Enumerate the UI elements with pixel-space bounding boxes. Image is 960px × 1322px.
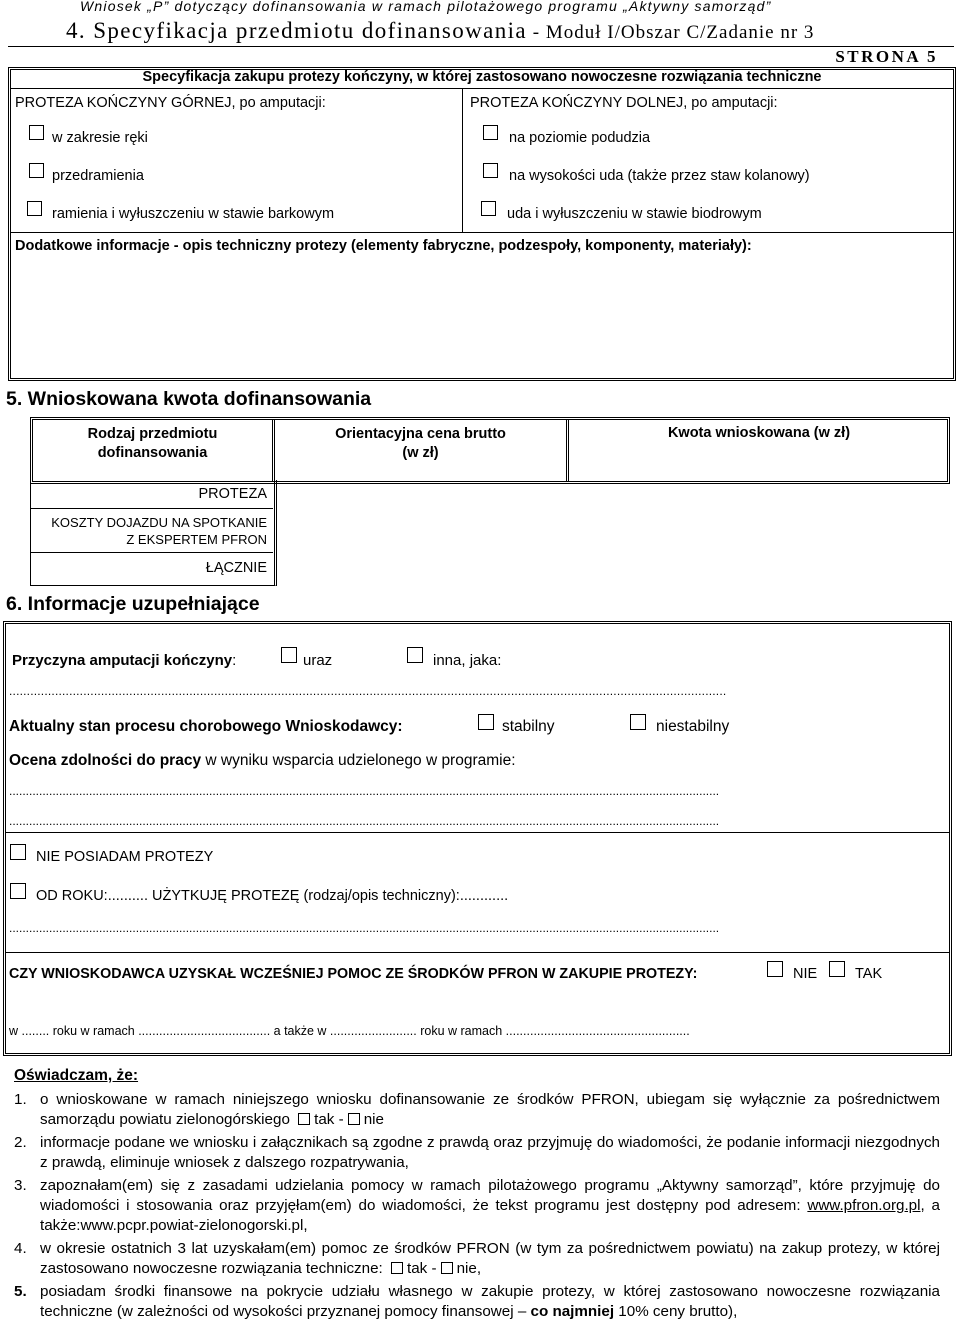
row-travel-costs-label: KOSZTY DOJAZDU NA SPOTKANIE Z EKSPERTEM PFRON bbox=[51, 515, 267, 547]
checkbox-forearm[interactable] bbox=[29, 163, 44, 178]
row-rule-2 bbox=[30, 552, 273, 553]
checkbox-prior-help-no[interactable] bbox=[767, 961, 783, 977]
declaration-item-1: 1. o wnioskowane w ramach niniejszego wniosku dofinansowanie ze środków PFRON, ubiegam się wyłącznie za pośrednictwem samorządu powiatu zielonogórskiego tak - nie bbox=[14, 1091, 940, 1128]
cause-injury-label: uraz bbox=[303, 652, 333, 669]
option-shoulder-label: ramienia i wyłuszczeniu w stawie barkowym bbox=[52, 206, 335, 222]
col-header-type: Rodzaj przedmiotu dofinansowania bbox=[87, 426, 218, 461]
uses-prosthesis-dots[interactable]: ..................................................................................................................................................................................................................... bbox=[9, 921, 720, 935]
option-lower-leg-label: na poziomie podudzia bbox=[509, 130, 651, 146]
declaration-item-5: 5. posiadam środki finansowe na pokrycie udziału własnego w zakupie protezy, w której zastosowano nowoczesne rozwiązania techniczne (w zależności od wysokości przyznanej pomocy finansowej – co najmniej 10% ceny brutto), bbox=[14, 1283, 940, 1320]
declaration-item-3: 3. zapoznałam(em) się z zasadami udzielania pomocy w ramach pilotażowego programu „Aktywny samorząd”, które przyjmuję do wiadomości i stosowania oraz przyjęłam(em) do wiadomości, że tekst programu jest dostępny pod adresem: www.pfron.org.pl, a także:www.pcpr.powiat-zielonogorski.pl, bbox=[14, 1177, 940, 1234]
cause-other-label: inna, jaka: bbox=[433, 652, 502, 669]
checkbox-hip[interactable] bbox=[481, 201, 496, 216]
checkbox-shoulder[interactable] bbox=[27, 201, 42, 216]
col-header-price: Orientacyjna cena brutto (w zł) bbox=[335, 426, 506, 461]
prior-help-yes-label: TAK bbox=[855, 966, 883, 982]
extra-info-field[interactable] bbox=[14, 258, 950, 376]
work-capacity-label: Ocena zdolności do pracy w wyniku wsparcia udzielonego w programie: bbox=[9, 752, 516, 769]
option-forearm-label: przedramienia bbox=[52, 168, 144, 184]
uses-prosthesis-label: OD ROKU:.......... UŻYTKUJĘ PROTEZĘ (rodzaj/opis techniczny):............ bbox=[36, 888, 509, 904]
row-total-label: ŁĄCZNIE bbox=[205, 560, 267, 576]
upper-limb-heading: PROTEZA KOŃCZYNY GÓRNEJ, po amputacji: bbox=[15, 95, 326, 111]
option-hip-label: uda i wyłuszczeniu w stawie biodrowym bbox=[507, 206, 762, 222]
checkbox-uses-prosthesis[interactable] bbox=[10, 883, 26, 899]
work-capacity-dots-1[interactable]: ..................................................................................................................................................................................................................... bbox=[9, 784, 720, 798]
header-divider bbox=[8, 46, 954, 47]
no-prosthesis-label: NIE POSIADAM PROTEZY bbox=[36, 849, 214, 865]
spec-column-divider bbox=[462, 88, 463, 232]
prior-help-details-line[interactable]: w ........ roku w ramach ...................................... a także w ......................... roku w ramach ..................................................... bbox=[9, 1024, 690, 1038]
spec-title: Specyfikacja zakupu protezy kończyny, w której zastosowano nowoczesne rozwiązania techniczne bbox=[142, 69, 822, 85]
checkbox-unstable[interactable] bbox=[630, 714, 646, 730]
declaration-item-2: 2. informacje podane we wniosku i załącznikach są zgodne z prawdą oraz przyjmuję do wiadomości, że podanie informacji niezgodnych z prawdą, eliminuje wniosek z dalszego rozpatrywania, bbox=[14, 1134, 940, 1171]
declaration-title: Oświadczam, że: bbox=[14, 1067, 139, 1084]
declaration-list bbox=[14, 1070, 940, 1322]
amputation-cause-label: Przyczyna amputacji kończyny: bbox=[12, 652, 237, 669]
work-capacity-dots-2[interactable]: ..................................................................................................................................................................................................................... bbox=[9, 814, 720, 828]
cause-other-dots[interactable]: ........................................................................................................................................................................................................... bbox=[9, 684, 727, 698]
section-heading: 4. Specyfikacja przedmiotu dofinansowania - Moduł I/Obszar C/Zadanie nr 3 bbox=[66, 18, 815, 43]
option-hand-label: w zakresie ręki bbox=[52, 130, 148, 146]
option-thigh-label: na wysokości uda (także przez staw kolanowy) bbox=[509, 168, 810, 184]
checkbox-hand[interactable] bbox=[29, 125, 44, 140]
spec-title-rule bbox=[11, 88, 953, 89]
extra-info-label: Dodatkowe informacje - opis techniczny protezy (elementy fabryczne, podzespoły, komponenty, materiały): bbox=[15, 238, 752, 254]
checkbox-prior-help-yes[interactable] bbox=[829, 961, 845, 977]
checkbox-decl1-no[interactable] bbox=[348, 1113, 360, 1125]
checkbox-decl4-yes[interactable] bbox=[391, 1262, 403, 1274]
section6-title: 6. Informacje uzupełniające bbox=[6, 593, 260, 615]
pfron-link[interactable]: www.pfron.org.pl bbox=[807, 1197, 921, 1214]
checkbox-decl1-yes[interactable] bbox=[298, 1113, 310, 1125]
document-header-title: Wniosek „P” dotyczący dofinansowania w ramach pilotażowego programu „Aktywny samorząd” bbox=[80, 0, 772, 14]
stable-label: stabilny bbox=[502, 718, 555, 735]
section6-rule-2 bbox=[6, 952, 949, 953]
checkbox-lower-leg[interactable] bbox=[483, 125, 498, 140]
amount-table-col-divider-2 bbox=[566, 419, 569, 482]
lower-limb-heading: PROTEZA KOŃCZYNY DOLNEJ, po amputacji: bbox=[470, 95, 778, 111]
declaration-item-4: 4. w okresie ostatnich 3 lat uzyskałam(em) pomoc ze środków PFRON (w tym za pośrednictwem powiatu) na zakup protezy, w której zastosowano nowoczesne rozwiązania techniczne: tak - nie, bbox=[14, 1240, 940, 1277]
prior-help-question: CZY WNIOSKODAWCA UZYSKAŁ WCZEŚNIEJ POMOC ZE ŚRODKÓW PFRON W ZAKUPIE PROTEZY: bbox=[9, 966, 698, 982]
checkbox-thigh[interactable] bbox=[483, 163, 498, 178]
checkbox-no-prosthesis[interactable] bbox=[10, 844, 26, 860]
checkbox-stable[interactable] bbox=[478, 714, 494, 730]
checkbox-other-cause[interactable] bbox=[407, 647, 423, 663]
page-number: STRONA 5 bbox=[835, 47, 938, 66]
unstable-label: niestabilny bbox=[656, 718, 730, 735]
spec-grid-rule bbox=[11, 232, 953, 233]
row-proteza-label: PROTEZA bbox=[198, 486, 267, 502]
section6-rule-1 bbox=[6, 832, 949, 833]
disease-state-label: Aktualny stan procesu chorobowego Wnioskodawcy: bbox=[9, 718, 403, 735]
checkbox-injury[interactable] bbox=[281, 647, 297, 663]
checkbox-decl4-no[interactable] bbox=[441, 1262, 453, 1274]
col-header-amount: Kwota wnioskowana (w zł) bbox=[667, 425, 851, 441]
row-rule-1 bbox=[30, 508, 273, 509]
section5-title: 5. Wnioskowana kwota dofinansowania bbox=[6, 388, 372, 410]
prior-help-no-label: NIE bbox=[793, 966, 818, 982]
